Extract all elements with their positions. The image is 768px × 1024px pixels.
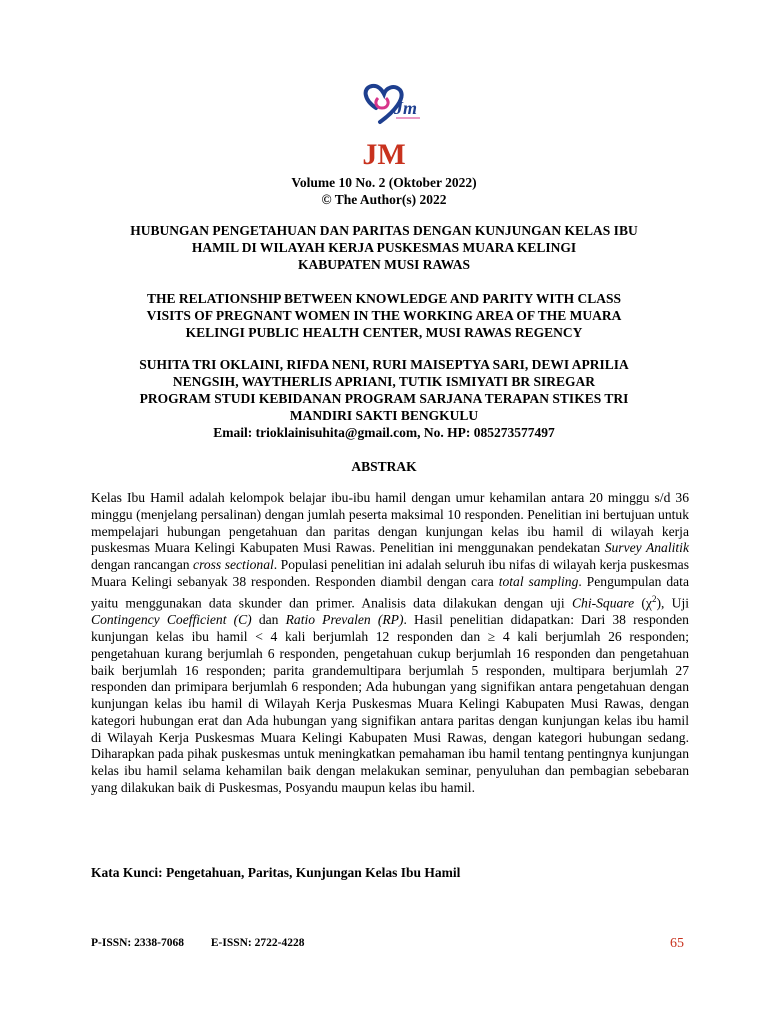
affiliation-line: PROGRAM STUDI KEBIDANAN PROGRAM SARJANA TERAPAN STIKES TRI — [139, 391, 629, 406]
title-line: HAMIL DI WILAYAH KERJA PUSKESMAS MUARA KELINGI — [191, 240, 577, 255]
abstract-heading: ABSTRAK — [351, 459, 417, 474]
author-line: SUHITA TRI OKLAINI, RIFDA NENI, RURI MAISEPTYA SARI, DEWI APRILIA — [139, 357, 629, 372]
keywords: Kata Kunci: Pengetahuan, Paritas, Kunjungan Kelas Ibu Hamil — [91, 865, 461, 880]
title-line: KABUPATEN MUSI RAWAS — [297, 257, 471, 272]
author-line: NENGSIH, WAYTHERLIS APRIANI, TUTIK ISMIYATI BR SIREGAR — [172, 374, 596, 389]
title-indonesian — [70, 222, 698, 273]
electronic-issn: E-ISSN: 2722-4228 — [210, 937, 305, 949]
volume-line: Volume 10 No. 2 (Oktober 2022) — [291, 175, 477, 190]
title-line: KELINGI PUBLIC HEALTH CENTER, MUSI RAWAS REGENCY — [185, 325, 583, 340]
print-issn: P-ISSN: 2338-7068 — [91, 937, 184, 949]
author-block — [70, 356, 698, 441]
volume-info — [70, 174, 698, 208]
issn-footer — [91, 937, 328, 949]
journal-abbrev: JM — [362, 138, 406, 171]
page-number: 65 — [670, 936, 684, 951]
journal-logo — [358, 78, 426, 136]
title-english — [70, 290, 698, 341]
title-line: VISITS OF PREGNANT WOMEN IN THE WORKING AREA OF THE MUARA — [146, 308, 622, 323]
affiliation-line: MANDIRI SAKTI BENGKULU — [289, 408, 479, 423]
contact-line: Email: trioklainisuhita@gmail.com, No. HP: 085273577497 — [213, 425, 555, 440]
abstract-body: Kelas Ibu Hamil adalah kelompok belajar ibu-ibu hamil dengan umur kehamilan antara 20 minggu s/d 36 minggu (menjelang persalinan) dengan jumlah peserta maksimal 10 responden. Penelitian ini bertujuan untuk mempelajari hubungan pengetahuan dan paritas dengan kunjungan kelas ibu hamil di wilayah kerja puskesmas Muara Kelingi Kabupaten Musi Rawas. Penelitian ini menggunakan pendekatan Survey Analitik dengan rancangan cross sectional. Populasi penelitian ini adalah seluruh ibu nifas di wilayah kerja puskesmas Muara Kelingi sebanyak 38 responden. Responden diambil dengan cara total sampling. Pengumpulan data yaitu menggunakan data skunder dan primer. Analisis data dilakukan dengan uji Chi-Square $(\chi^2)$, Uji Contingency Coefficient (C) dan Ratio Prevalen (RP). Hasil penelitian didapatkan: Dari 38 responden kunjungan kelas ibu hamil < 4 kali berjumlah 12 responden dan ≥ 4 kali berjumlah 26 responden; pengetahuan kurang berjumlah 6 responden, pengetahuan cukup berjumlah 16 responden dan pengetahuan baik berjumlah 16 responden; parita grandemultipara berjumlah 5 responden, multipara berjumlah 27 responden dan primipara berjumlah 6 responden; Ada hubungan yang signifikan antara pengetahuan dengan kunjungan kelas ibu hamil di Wilayah Kerja Puskesmas Muara Kelingi Kabupaten Musi Rawas, dengan kategori hubungan erat dan Ada hubungan yang signifikan antara paritas dengan kunjungan kelas ibu hamil di Wilayah Kerja Puskesmas Muara Kelingi Kabupaten Musi Rawas, dengan kategori hubungan sedang. Diharapkan pada pihak puskesmas untuk meningkatkan pemahaman ibu hamil tentang pentingnya kunjungan kelas ibu hamil selama kehamilan baik dengan melakukan seminar, penyuluhan dan pembagian sebebaran yang dilakukan baik di Puskesmas, Posyandu maupun kelas ibu hamil. — [91, 490, 689, 796]
logo-wordmark: Jm — [394, 98, 418, 118]
title-line: HUBUNGAN PENGETAHUAN DAN PARITAS DENGAN KUNJUNGAN KELAS IBU — [130, 223, 638, 238]
copyright-line: © The Author(s) 2022 — [321, 192, 447, 207]
title-line: THE RELATIONSHIP BETWEEN KNOWLEDGE AND PARITY WITH CLASS — [147, 291, 621, 306]
